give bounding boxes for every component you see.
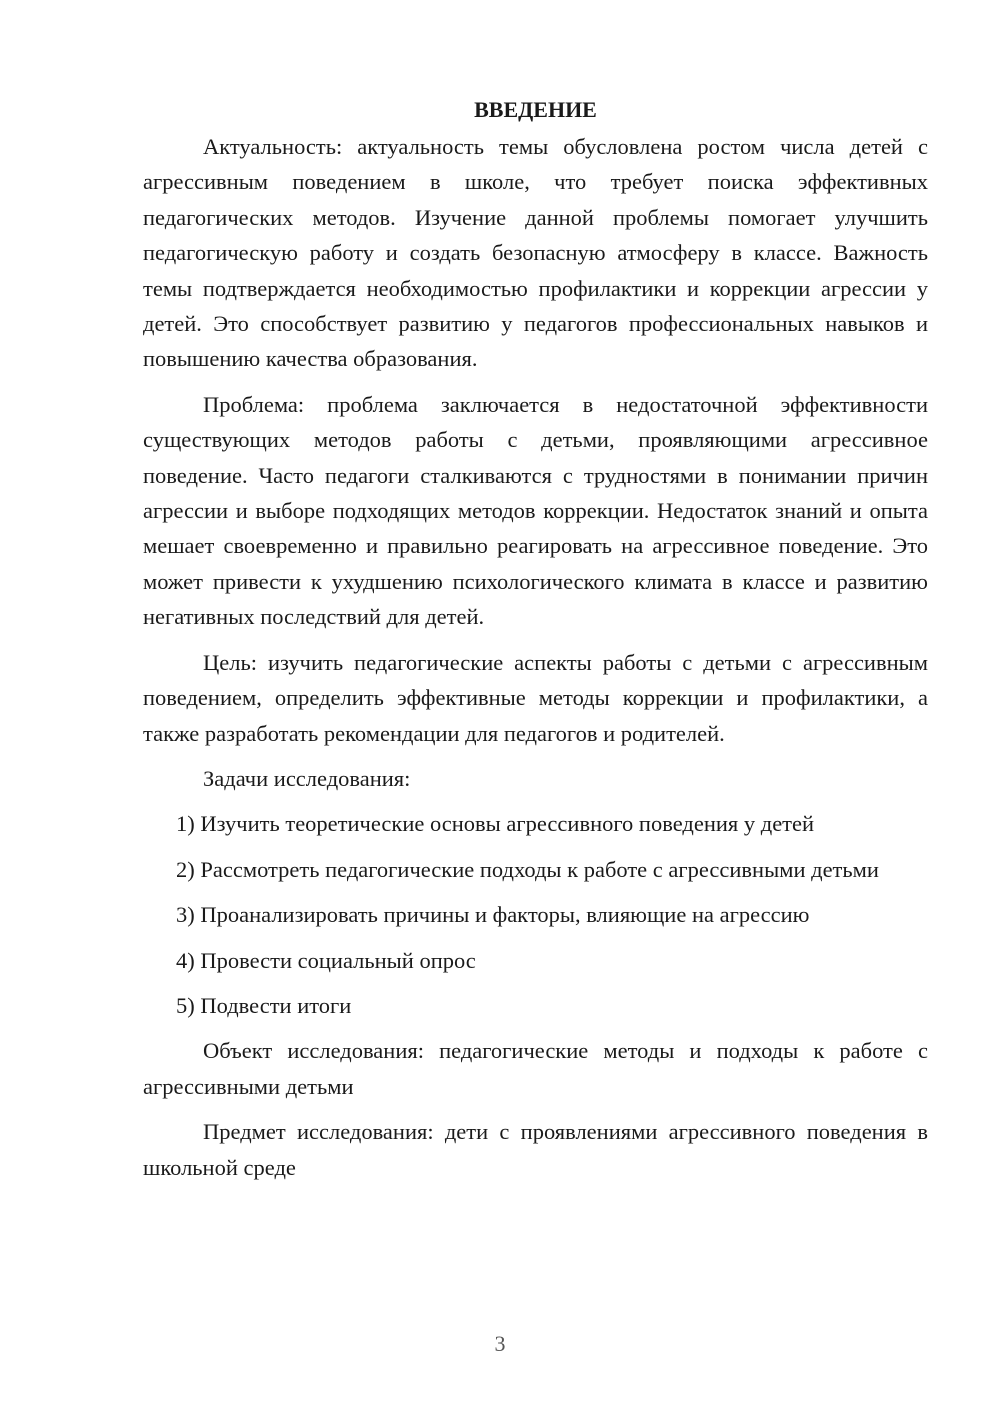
subject-paragraph: Предмет исследования: дети с проявлениями агрессивного поведения в школьной среде [143,1119,928,1180]
task-item-2: 2) Рассмотреть педагогические подходы к работе с агрессивными детьми [176,856,879,882]
problem-paragraph: Проблема: проблема заключается в недостаточной эффективности существующих методов работы с детьми, проявляющими агрессивное поведение. Часто педагоги сталкиваются с трудностями в понимании причин агрессии и выборе подходящих методов коррекции. Недостаток знаний и опыта мешает своевременно и правильно реагировать на агрессивное поведение. Это может привести к ухудшению психологического климата в классе и развитию негативных последствий для детей. [143,391,928,630]
page-title: ВВЕДЕНИЕ [474,97,597,122]
tasks-label: Задачи исследования: [203,765,411,791]
task-item-3: 3) Проанализировать причины и факторы, влияющие на агрессию [176,902,810,928]
page-number: 3 [494,1331,506,1356]
object-paragraph: Объект исследования: педагогические методы и подходы к работе с агрессивными детьми [143,1038,928,1099]
relevance-paragraph: Актуальность: актуальность темы обусловлена ростом числа детей с агрессивным поведением в школе, что требует поиска эффективных педагогических методов. Изучение данной проблемы помогает улучшить педагогическую работу и создать безопасную атмосферу в классе. Важность темы подтверждается необходимостью профилактики и коррекции агрессии у детей. Это способствует развитию у педагогов профессиональных навыков и повышению качества образования. [143,134,928,372]
task-item-5: 5) Подвести итоги [176,992,352,1018]
goal-paragraph: Цель: изучить педагогические аспекты работы с детьми с агрессивным поведением, определить эффективные методы коррекции и профилактики, а также разработать рекомендации для педагогов и родителей. [143,649,928,746]
document-page [143,92,928,1195]
task-item-1: 1) Изучить теоретические основы агрессивного поведения у детей [176,811,815,837]
task-item-4: 4) Провести социальный опрос [176,947,476,973]
